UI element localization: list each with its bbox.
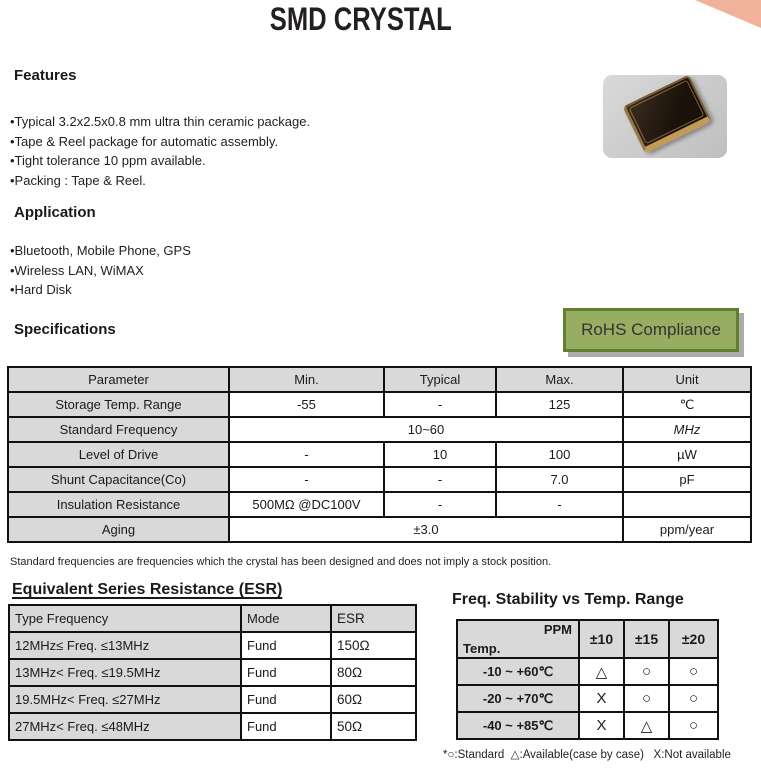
esr-cell: 12MHz≤ Freq. ≤13MHz <box>9 632 241 659</box>
spec-cell: 7.0 <box>496 467 623 492</box>
spec-cell: µW <box>623 442 751 467</box>
table-row <box>8 492 751 517</box>
column-header: Typical <box>384 367 496 392</box>
spec-cell <box>623 492 751 517</box>
spec-cell: 100 <box>496 442 623 467</box>
column-header: ±20 <box>669 620 718 658</box>
spec-cell: Storage Temp. Range <box>8 392 229 417</box>
table-row <box>9 659 416 686</box>
spec-cell: - <box>496 492 623 517</box>
esr-cell: 13MHz< Freq. ≤19.5MHz <box>9 659 241 686</box>
esr-cell: 150Ω <box>331 632 416 659</box>
spec-cell: 500MΩ @DC100V <box>229 492 384 517</box>
esr-cell: 27MHz< Freq. ≤48MHz <box>9 713 241 740</box>
spec-cell: 125 <box>496 392 623 417</box>
crystal-chip-image <box>622 74 711 153</box>
legend-footnote: *○:Standard △:Available(case by case) X:Not available <box>443 749 731 761</box>
spec-cell: Shunt Capacitance(Co) <box>8 467 229 492</box>
spec-cell: MHz <box>623 417 751 442</box>
spec-cell: Standard Frequency <box>8 417 229 442</box>
esr-cell: 50Ω <box>331 713 416 740</box>
application-item: •Bluetooth, Mobile Phone, GPS <box>10 243 191 258</box>
column-header: ±10 <box>579 620 624 658</box>
spec-cell: - <box>384 392 496 417</box>
application-list <box>10 241 191 300</box>
column-header: Unit <box>623 367 751 392</box>
availability-cell: ○ <box>624 658 669 685</box>
features-heading: Features <box>14 67 77 84</box>
table-header-row <box>457 620 718 658</box>
specifications-heading: Specifications <box>14 321 116 338</box>
diagonal-header-cell <box>457 620 579 658</box>
column-header: ESR <box>331 605 416 632</box>
application-heading: Application <box>14 204 96 221</box>
feature-item: •Typical 3.2x2.5x0.8 mm ultra thin ceramic package. <box>10 114 311 129</box>
spec-table-note: Standard frequencies are frequencies which the crystal has been designed and does not imply a stock position. <box>10 556 552 568</box>
esr-cell: 80Ω <box>331 659 416 686</box>
availability-cell: ○ <box>669 712 718 739</box>
column-header: Type Frequency <box>9 605 241 632</box>
spec-cell: ℃ <box>623 392 751 417</box>
esr-heading: Equivalent Series Resistance (ESR) <box>12 581 283 598</box>
ppm-label: PPM <box>543 622 572 637</box>
specifications-table <box>7 366 752 543</box>
table-header-row <box>8 367 751 392</box>
stability-table <box>456 619 719 740</box>
availability-cell: ○ <box>669 658 718 685</box>
column-header: ±15 <box>624 620 669 658</box>
spec-cell: Level of Drive <box>8 442 229 467</box>
availability-cell: X <box>579 712 624 739</box>
availability-cell: △ <box>624 712 669 739</box>
spec-cell: ppm/year <box>623 517 751 542</box>
spec-cell: ±3.0 <box>229 517 623 542</box>
table-row <box>8 417 751 442</box>
rohs-badge-label: RoHS Compliance <box>581 320 721 339</box>
spec-cell: Insulation Resistance <box>8 492 229 517</box>
spec-cell: - <box>384 467 496 492</box>
spec-cell: - <box>229 442 384 467</box>
spec-cell: 10~60 <box>229 417 623 442</box>
spec-cell: - <box>384 492 496 517</box>
temp-range-cell: -40 ~ +85℃ <box>457 712 579 739</box>
table-row <box>457 685 718 712</box>
spec-cell: -55 <box>229 392 384 417</box>
temp-range-cell: -20 ~ +70℃ <box>457 685 579 712</box>
table-row <box>8 517 751 542</box>
stability-heading: Freq. Stability vs Temp. Range <box>452 591 684 608</box>
table-row <box>9 686 416 713</box>
spec-cell: - <box>229 467 384 492</box>
column-header: Mode <box>241 605 331 632</box>
esr-cell: Fund <box>241 659 331 686</box>
crystal-photo <box>603 75 727 158</box>
features-list <box>10 112 310 190</box>
application-item: •Hard Disk <box>10 282 72 297</box>
table-row <box>8 467 751 492</box>
availability-cell: △ <box>579 658 624 685</box>
temp-range-cell: -10 ~ +60℃ <box>457 658 579 685</box>
table-row <box>9 632 416 659</box>
table-row <box>457 658 718 685</box>
column-header: Min. <box>229 367 384 392</box>
availability-cell: ○ <box>669 685 718 712</box>
table-row <box>9 713 416 740</box>
temp-label: Temp. <box>463 641 501 656</box>
table-row <box>8 392 751 417</box>
availability-cell: ○ <box>624 685 669 712</box>
spec-cell: Aging <box>8 517 229 542</box>
page-title <box>0 1 722 38</box>
application-item: •Wireless LAN, WiMAX <box>10 262 144 278</box>
esr-cell: Fund <box>241 713 331 740</box>
esr-cell: 19.5MHz< Freq. ≤27MHz <box>9 686 241 713</box>
feature-item: •Tape & Reel package for automatic assembly. <box>10 133 279 149</box>
feature-item: •Tight tolerance 10 ppm available. <box>10 153 206 168</box>
page-title-text: SMD CRYSTAL <box>269 1 453 37</box>
table-header-row <box>9 605 416 632</box>
feature-item: •Packing : Tape & Reel. <box>10 172 146 188</box>
esr-cell: Fund <box>241 686 331 713</box>
column-header: Max. <box>496 367 623 392</box>
spec-cell: pF <box>623 467 751 492</box>
esr-cell: 60Ω <box>331 686 416 713</box>
table-row <box>8 442 751 467</box>
column-header: Parameter <box>8 367 229 392</box>
esr-table <box>8 604 417 741</box>
table-row <box>457 712 718 739</box>
spec-cell: 10 <box>384 442 496 467</box>
esr-cell: Fund <box>241 632 331 659</box>
rohs-badge <box>563 308 739 352</box>
availability-cell: X <box>579 685 624 712</box>
